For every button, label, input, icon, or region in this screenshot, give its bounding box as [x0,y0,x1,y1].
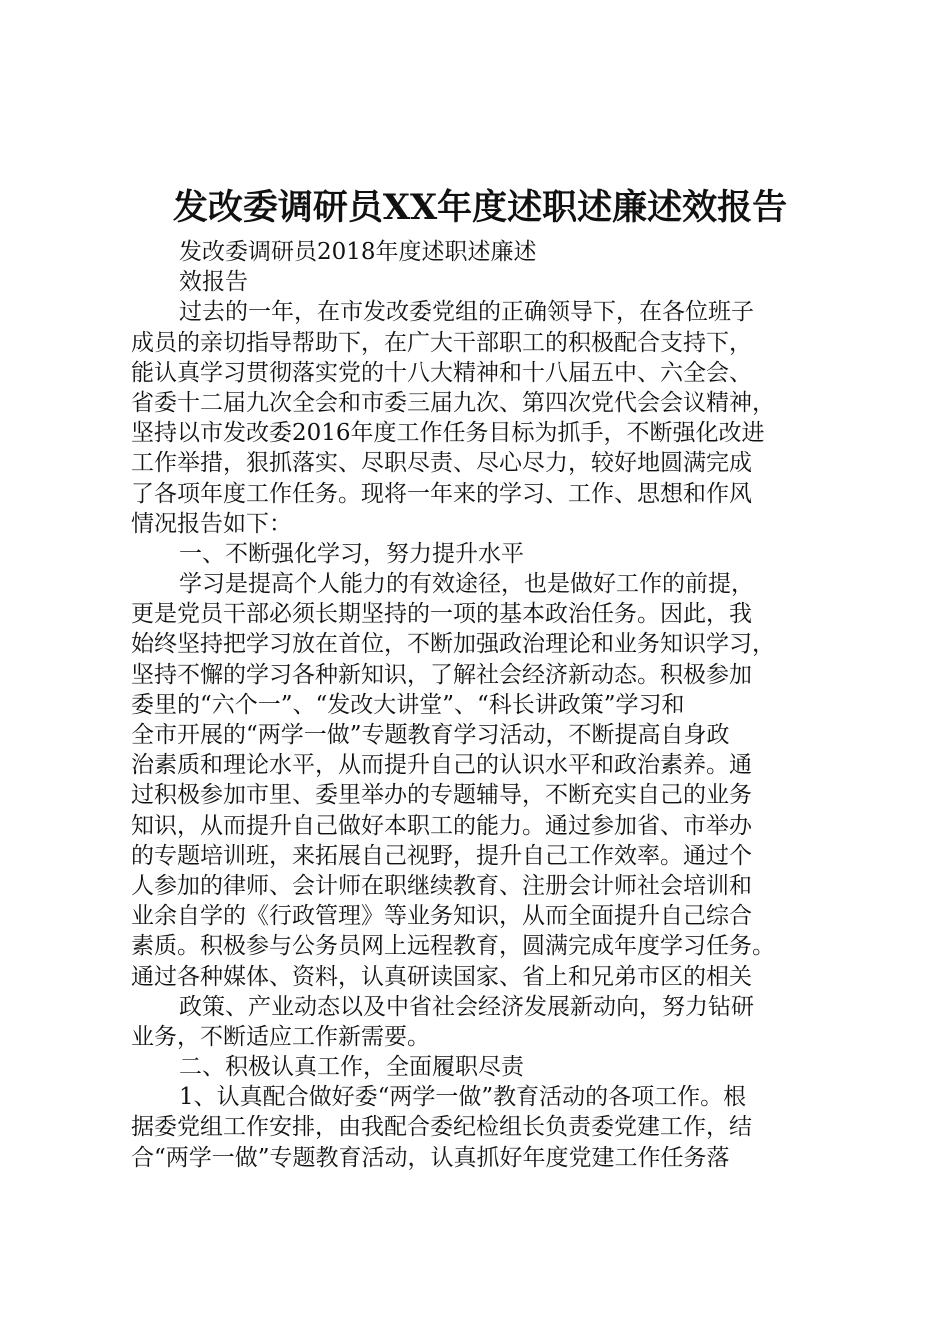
body-line: 人参加的律师、会计师在职继续教育、注册会计师社会培训和 [131,872,752,899]
body-line: 过积极参加市里、委里举办的专题辅导，不断充实自己的业务 [131,782,752,809]
document-title: 发改委调研员XX年度述职述廉述效报告 [172,187,788,228]
body-line: 合“两学一做”专题教育活动，认真抓好年度党建工作任务落 [131,1144,730,1171]
body-line: 工作举措，狠抓落实、尽职尽责、尽心尽力，较好地圆满完成 [131,450,752,477]
body-line: 一、不断强化学习，努力提升水平 [179,540,524,567]
body-line: 业务，不断适应工作新需要。 [131,1023,430,1050]
body-line: 治素质和理论水平，从而提升自己的认识水平和政治素养。通 [131,752,752,779]
body-line: 知识，从而提升自己做好本职工的能力。通过参加省、市举办 [131,812,752,839]
body-line: 通过各种媒体、资料，认真研读国家、省上和兄弟市区的相关 [131,963,752,990]
body-line: 了各项年度工作任务。现将一年来的学习、工作、思想和作风 [131,480,752,507]
body-line: 成员的亲切指导帮助下，在广大干部职工的积极配合支持下， [131,329,752,356]
body-line: 坚持以市发改委2016年度工作任务目标为抓手，不断强化改进 [131,420,765,447]
body-line: 二、积极认真工作，全面履职尽责 [179,1054,524,1081]
body-line: 省委十二届九次全会和市委三届九次、第四次党代会会议精神， [131,389,775,416]
body-line: 据委党组工作安排，由我配合委纪检组长负责委党建工作，结 [131,1114,752,1141]
body-line: 过去的一年，在市发改委党组的正确领导下，在各位班子 [179,299,754,326]
body-line: 情况报告如下： [131,510,292,537]
body-line: 效报告 [179,269,248,296]
body-line: 能认真学习贯彻落实党的十八大精神和十八届五中、六全会、 [131,359,752,386]
body-line: 坚持不懈的学习各种新知识，了解社会经济新动态。积极参加 [131,661,752,688]
body-line: 更是党员干部必须长期坚持的一项的基本政治任务。因此，我 [131,601,752,628]
body-line: 政策、产业动态以及中省社会经济发展新动向，努力钻研 [179,993,754,1020]
body-line: 业余自学的《行政管理》等业务知识，从而全面提升自己综合 [131,903,752,930]
body-line: 的专题培训班，来拓展自己视野，提升自己工作效率。通过个 [131,842,752,869]
body-line: 发改委调研员2018年度述职述廉述 [179,239,537,265]
body-line: 全市开展的“两学一做”专题教育学习活动，不断提高自身政 [131,722,730,748]
body-line: 始终坚持把学习放在首位，不断加强政治理论和业务知识学习， [131,631,775,658]
body-line: 委里的“六个一”、“发改大讲堂”、“科长讲政策”学习和 [131,691,685,718]
body-line: 1、认真配合做好委“两学一做”教育活动的各项工作。根 [179,1084,747,1111]
document-body [131,237,851,1173]
body-line: 学习是提高个人能力的有效途径，也是做好工作的前提， [179,571,754,598]
body-line: 素质。积极参与公务员网上远程教育，圆满完成年度学习任务。 [131,933,775,960]
